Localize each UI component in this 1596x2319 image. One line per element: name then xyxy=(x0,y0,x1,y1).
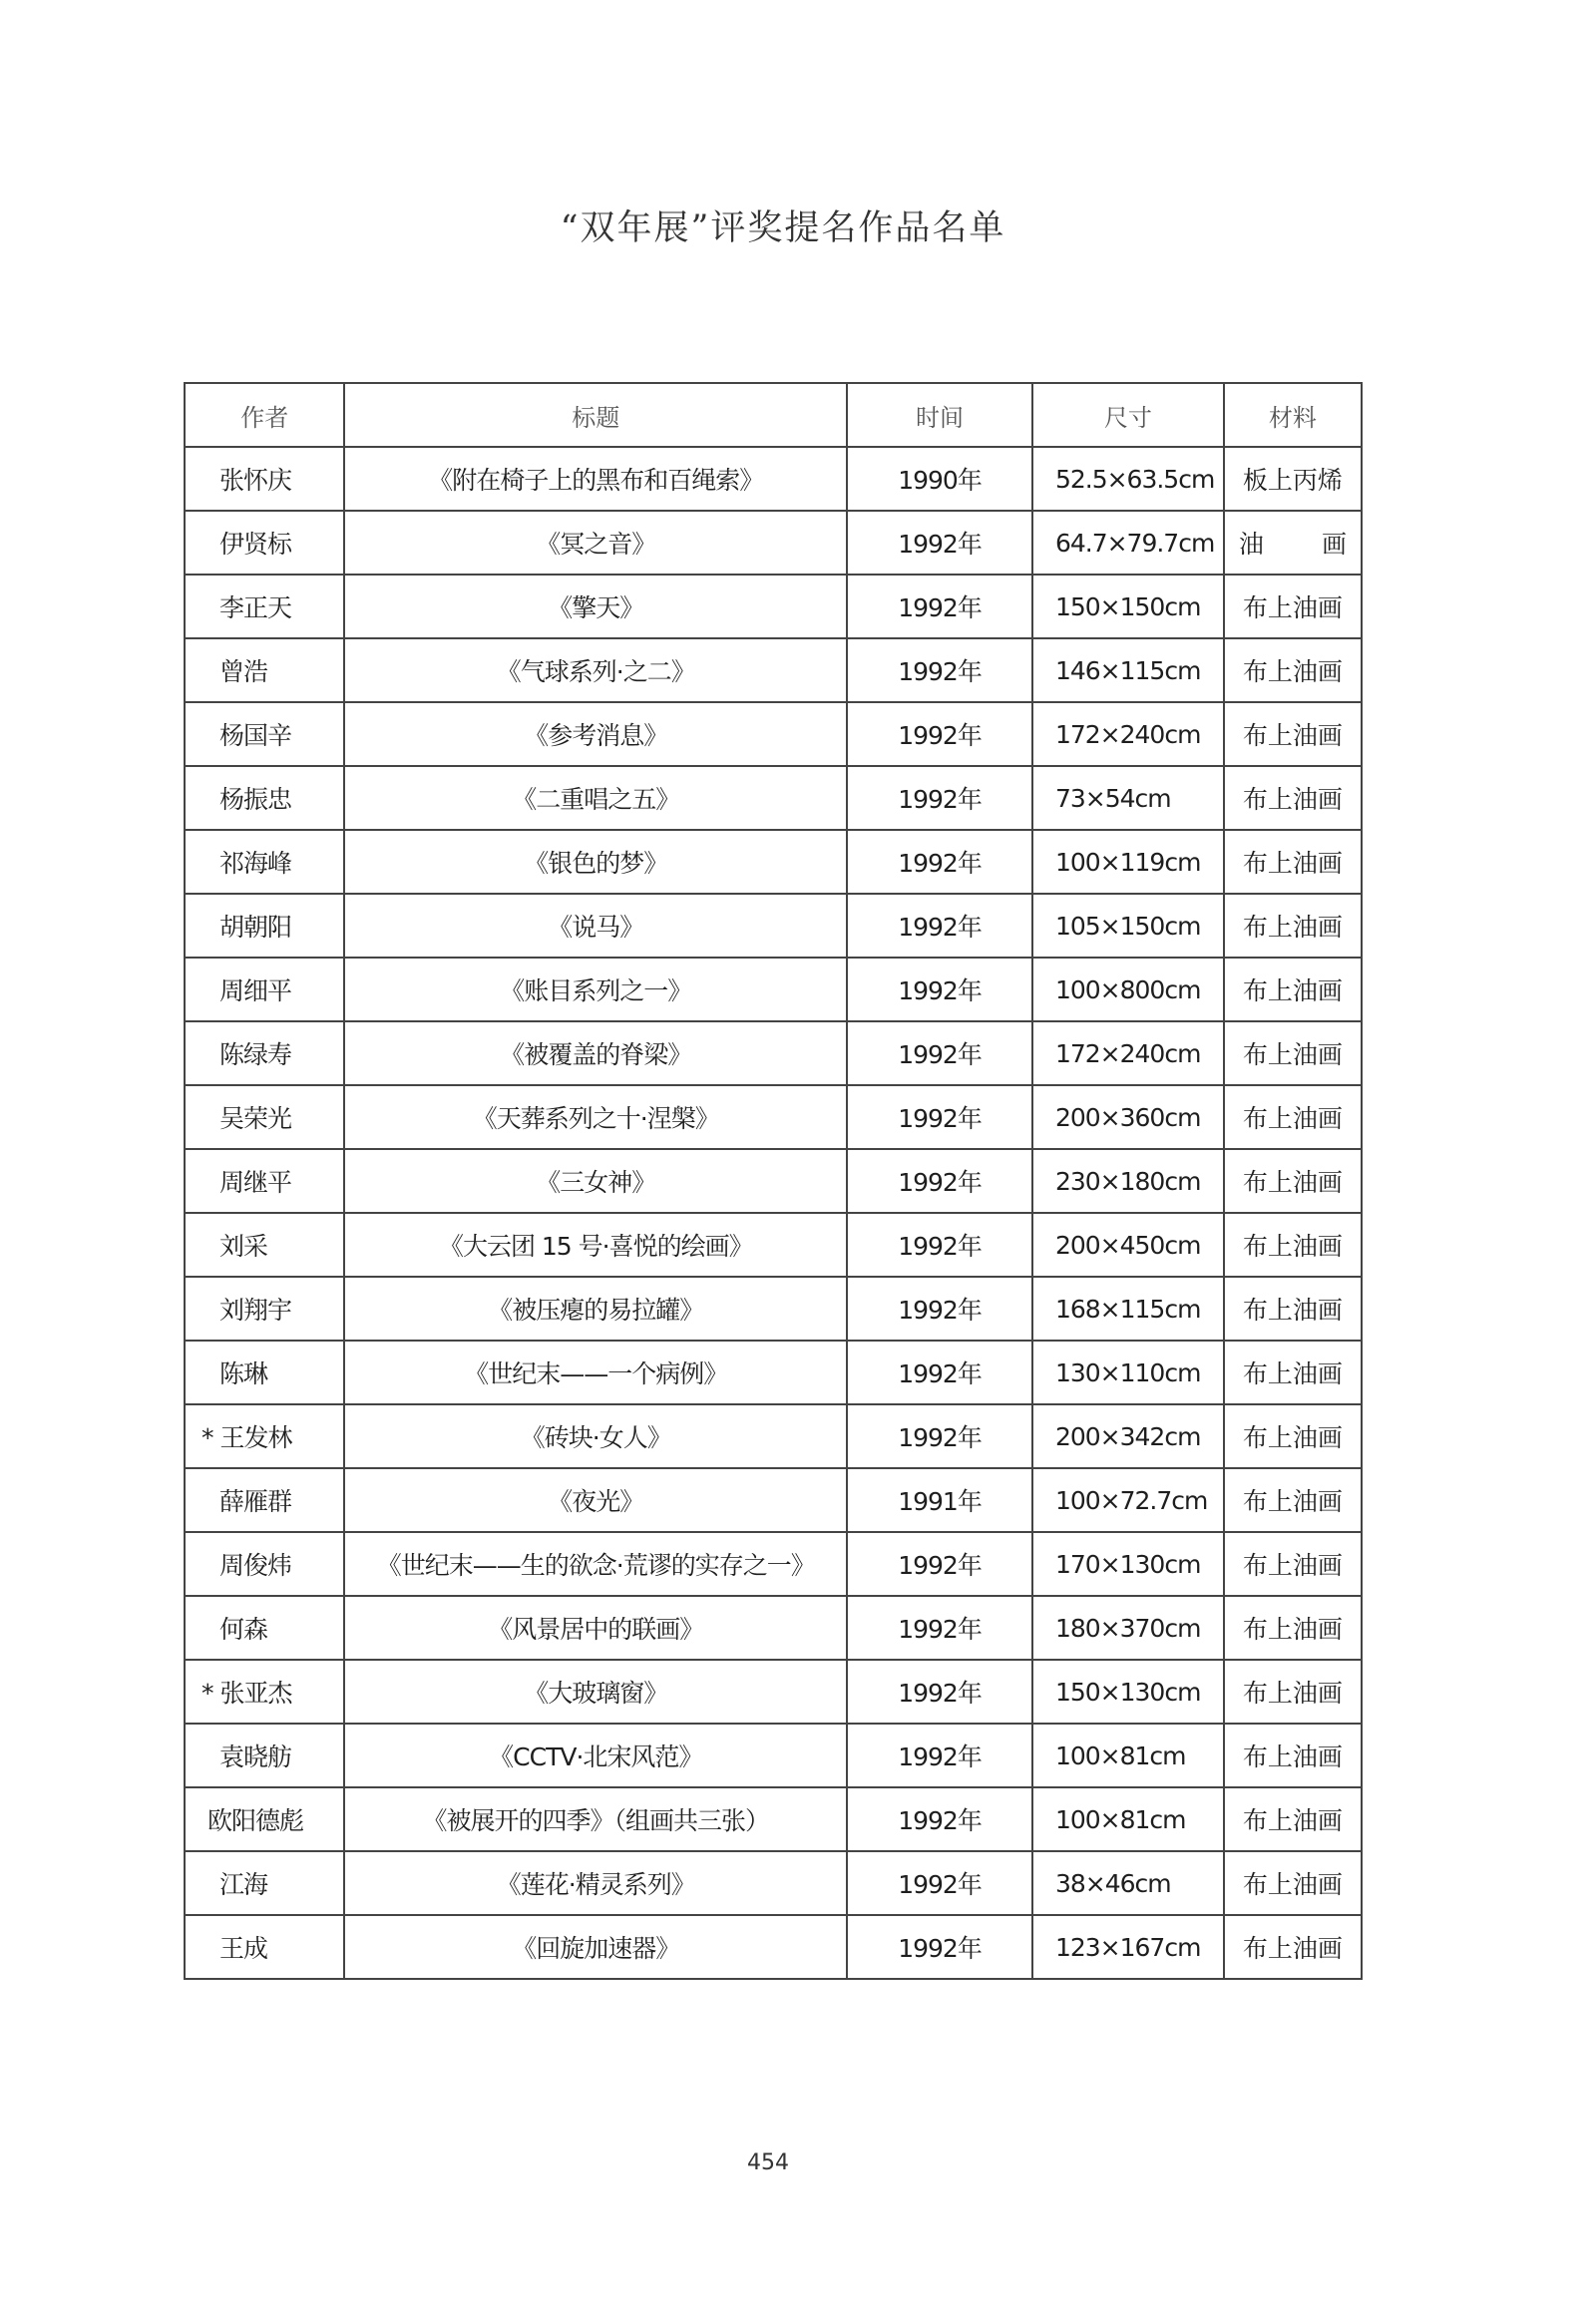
cell-author: 王成 xyxy=(185,1915,344,1979)
table-row xyxy=(185,575,1362,638)
cell-author: 欧阳德彪 xyxy=(185,1787,344,1851)
cell-material: 油 画 xyxy=(1224,511,1362,575)
table-header xyxy=(185,383,1362,447)
cell-year: 1992年 xyxy=(847,1915,1032,1979)
cell-title: 《账目系列之一》 xyxy=(344,958,847,1021)
table-row xyxy=(185,1149,1362,1213)
cell-size: 100×81cm xyxy=(1032,1724,1224,1787)
cell-author: 何森 xyxy=(185,1596,344,1660)
cell-year: 1990年 xyxy=(847,447,1032,511)
cell-author: * 张亚杰 xyxy=(185,1660,344,1724)
table-row xyxy=(185,638,1362,702)
cell-title: 《擎天》 xyxy=(344,575,847,638)
cell-year: 1992年 xyxy=(847,511,1032,575)
cell-size: 200×360cm xyxy=(1032,1085,1224,1149)
cell-author: 吴荣光 xyxy=(185,1085,344,1149)
cell-author: 袁晓舫 xyxy=(185,1724,344,1787)
cell-year: 1992年 xyxy=(847,894,1032,958)
cell-year: 1992年 xyxy=(847,1787,1032,1851)
table-row xyxy=(185,1851,1362,1915)
cell-title: 《被压瘪的易拉罐》 xyxy=(344,1277,847,1341)
cell-year: 1992年 xyxy=(847,1149,1032,1213)
cell-material: 布上油画 xyxy=(1224,1149,1362,1213)
cell-material: 布上油画 xyxy=(1224,830,1362,894)
cell-year: 1992年 xyxy=(847,1277,1032,1341)
cell-title: 《大云团 15 号·喜悦的绘画》 xyxy=(344,1213,847,1277)
table-row xyxy=(185,1404,1362,1468)
table-row xyxy=(185,1724,1362,1787)
header-row xyxy=(185,383,1362,447)
cell-size: 100×800cm xyxy=(1032,958,1224,1021)
cell-size: 180×370cm xyxy=(1032,1596,1224,1660)
table-row xyxy=(185,1277,1362,1341)
table-row xyxy=(185,1532,1362,1596)
cell-title: 《气球系列·之二》 xyxy=(344,638,847,702)
cell-title: 《世纪末——生的欲念·荒谬的实存之一》 xyxy=(344,1532,847,1596)
header-author: 作者 xyxy=(185,383,344,447)
cell-author: 胡朝阳 xyxy=(185,894,344,958)
cell-title: 《二重唱之五》 xyxy=(344,766,847,830)
table-row xyxy=(185,830,1362,894)
cell-author: 刘采 xyxy=(185,1213,344,1277)
header-size: 尺寸 xyxy=(1032,383,1224,447)
cell-title: 《银色的梦》 xyxy=(344,830,847,894)
header-year: 时间 xyxy=(847,383,1032,447)
cell-year: 1992年 xyxy=(847,1085,1032,1149)
cell-year: 1991年 xyxy=(847,1468,1032,1532)
cell-size: 130×110cm xyxy=(1032,1341,1224,1404)
cell-year: 1992年 xyxy=(847,1724,1032,1787)
cell-size: 123×167cm xyxy=(1032,1915,1224,1979)
cell-material: 布上油画 xyxy=(1224,1787,1362,1851)
cell-material: 布上油画 xyxy=(1224,575,1362,638)
table-row xyxy=(185,447,1362,511)
cell-author: 刘翔宇 xyxy=(185,1277,344,1341)
table-row xyxy=(185,1596,1362,1660)
cell-author: 周继平 xyxy=(185,1149,344,1213)
table-row xyxy=(185,1085,1362,1149)
cell-material: 布上油画 xyxy=(1224,1277,1362,1341)
cell-material: 布上油画 xyxy=(1224,894,1362,958)
nominated-works-table xyxy=(184,382,1363,1980)
table-row xyxy=(185,1021,1362,1085)
cell-material: 布上油画 xyxy=(1224,1724,1362,1787)
cell-author: 薛雁群 xyxy=(185,1468,344,1532)
cell-year: 1992年 xyxy=(847,1851,1032,1915)
cell-year: 1992年 xyxy=(847,702,1032,766)
cell-material: 布上油画 xyxy=(1224,1596,1362,1660)
cell-size: 150×130cm xyxy=(1032,1660,1224,1724)
cell-author: 周细平 xyxy=(185,958,344,1021)
cell-year: 1992年 xyxy=(847,1660,1032,1724)
cell-size: 168×115cm xyxy=(1032,1277,1224,1341)
cell-size: 100×119cm xyxy=(1032,830,1224,894)
cell-title: 《世纪末——一个病例》 xyxy=(344,1341,847,1404)
cell-title: 《回旋加速器》 xyxy=(344,1915,847,1979)
table-row xyxy=(185,1341,1362,1404)
cell-material: 布上油画 xyxy=(1224,1660,1362,1724)
cell-material: 布上油画 xyxy=(1224,1468,1362,1532)
cell-title: 《说马》 xyxy=(344,894,847,958)
cell-author: 李正天 xyxy=(185,575,344,638)
cell-year: 1992年 xyxy=(847,575,1032,638)
table-row xyxy=(185,1787,1362,1851)
cell-size: 200×342cm xyxy=(1032,1404,1224,1468)
cell-author: 曾浩 xyxy=(185,638,344,702)
cell-author: 杨国辛 xyxy=(185,702,344,766)
cell-author: 江海 xyxy=(185,1851,344,1915)
cell-year: 1992年 xyxy=(847,830,1032,894)
cell-title: 《被覆盖的脊梁》 xyxy=(344,1021,847,1085)
table-row xyxy=(185,1468,1362,1532)
table-row xyxy=(185,958,1362,1021)
cell-year: 1992年 xyxy=(847,638,1032,702)
cell-title: 《莲花·精灵系列》 xyxy=(344,1851,847,1915)
cell-size: 73×54cm xyxy=(1032,766,1224,830)
table-row xyxy=(185,1213,1362,1277)
cell-material: 布上油画 xyxy=(1224,1085,1362,1149)
cell-size: 172×240cm xyxy=(1032,702,1224,766)
cell-material: 布上油画 xyxy=(1224,1341,1362,1404)
cell-title: 《CCTV·北宋风范》 xyxy=(344,1724,847,1787)
cell-author: 陈绿寿 xyxy=(185,1021,344,1085)
cell-title: 《冥之音》 xyxy=(344,511,847,575)
cell-year: 1992年 xyxy=(847,766,1032,830)
table-row xyxy=(185,766,1362,830)
cell-author: 杨振忠 xyxy=(185,766,344,830)
table-row xyxy=(185,1660,1362,1724)
table-row xyxy=(185,1915,1362,1979)
cell-year: 1992年 xyxy=(847,1404,1032,1468)
cell-size: 38×46cm xyxy=(1032,1851,1224,1915)
cell-size: 105×150cm xyxy=(1032,894,1224,958)
cell-size: 200×450cm xyxy=(1032,1213,1224,1277)
cell-title: 《夜光》 xyxy=(344,1468,847,1532)
cell-size: 170×130cm xyxy=(1032,1532,1224,1596)
cell-material: 布上油画 xyxy=(1224,1851,1362,1915)
table-row xyxy=(185,511,1362,575)
cell-author: * 王发林 xyxy=(185,1404,344,1468)
cell-title: 《砖块·女人》 xyxy=(344,1404,847,1468)
table-row xyxy=(185,894,1362,958)
cell-size: 64.7×79.7cm xyxy=(1032,511,1224,575)
cell-size: 146×115cm xyxy=(1032,638,1224,702)
cell-author: 张怀庆 xyxy=(185,447,344,511)
cell-title: 《被展开的四季》（组画共三张） xyxy=(344,1787,847,1851)
cell-author: 祁海峰 xyxy=(185,830,344,894)
cell-material: 布上油画 xyxy=(1224,1021,1362,1085)
cell-title: 《参考消息》 xyxy=(344,702,847,766)
cell-year: 1992年 xyxy=(847,958,1032,1021)
cell-year: 1992年 xyxy=(847,1341,1032,1404)
cell-year: 1992年 xyxy=(847,1021,1032,1085)
page-title: “双年展”评奖提名作品名单 xyxy=(560,208,1006,249)
cell-size: 100×81cm xyxy=(1032,1787,1224,1851)
page-number: 454 xyxy=(747,2150,789,2175)
table-body xyxy=(185,447,1362,1979)
cell-title: 《天葬系列之十·涅槃》 xyxy=(344,1085,847,1149)
cell-title: 《附在椅子上的黑布和百绳索》 xyxy=(344,447,847,511)
cell-material: 布上油画 xyxy=(1224,702,1362,766)
cell-year: 1992年 xyxy=(847,1596,1032,1660)
cell-year: 1992年 xyxy=(847,1532,1032,1596)
cell-size: 100×72.7cm xyxy=(1032,1468,1224,1532)
cell-size: 172×240cm xyxy=(1032,1021,1224,1085)
cell-author: 陈琳 xyxy=(185,1341,344,1404)
cell-title: 《三女神》 xyxy=(344,1149,847,1213)
cell-material: 布上油画 xyxy=(1224,1404,1362,1468)
cell-size: 52.5×63.5cm xyxy=(1032,447,1224,511)
cell-author: 周俊炜 xyxy=(185,1532,344,1596)
cell-year: 1992年 xyxy=(847,1213,1032,1277)
header-material: 材料 xyxy=(1224,383,1362,447)
cell-material: 布上油画 xyxy=(1224,766,1362,830)
header-title: 标题 xyxy=(344,383,847,447)
cell-size: 150×150cm xyxy=(1032,575,1224,638)
table-row xyxy=(185,702,1362,766)
cell-material: 布上油画 xyxy=(1224,958,1362,1021)
cell-material: 布上油画 xyxy=(1224,638,1362,702)
cell-material: 布上油画 xyxy=(1224,1213,1362,1277)
cell-title: 《大玻璃窗》 xyxy=(344,1660,847,1724)
cell-size: 230×180cm xyxy=(1032,1149,1224,1213)
cell-material: 板上丙烯 xyxy=(1224,447,1362,511)
cell-title: 《风景居中的联画》 xyxy=(344,1596,847,1660)
cell-material: 布上油画 xyxy=(1224,1915,1362,1979)
cell-material: 布上油画 xyxy=(1224,1532,1362,1596)
cell-author: 伊贤标 xyxy=(185,511,344,575)
